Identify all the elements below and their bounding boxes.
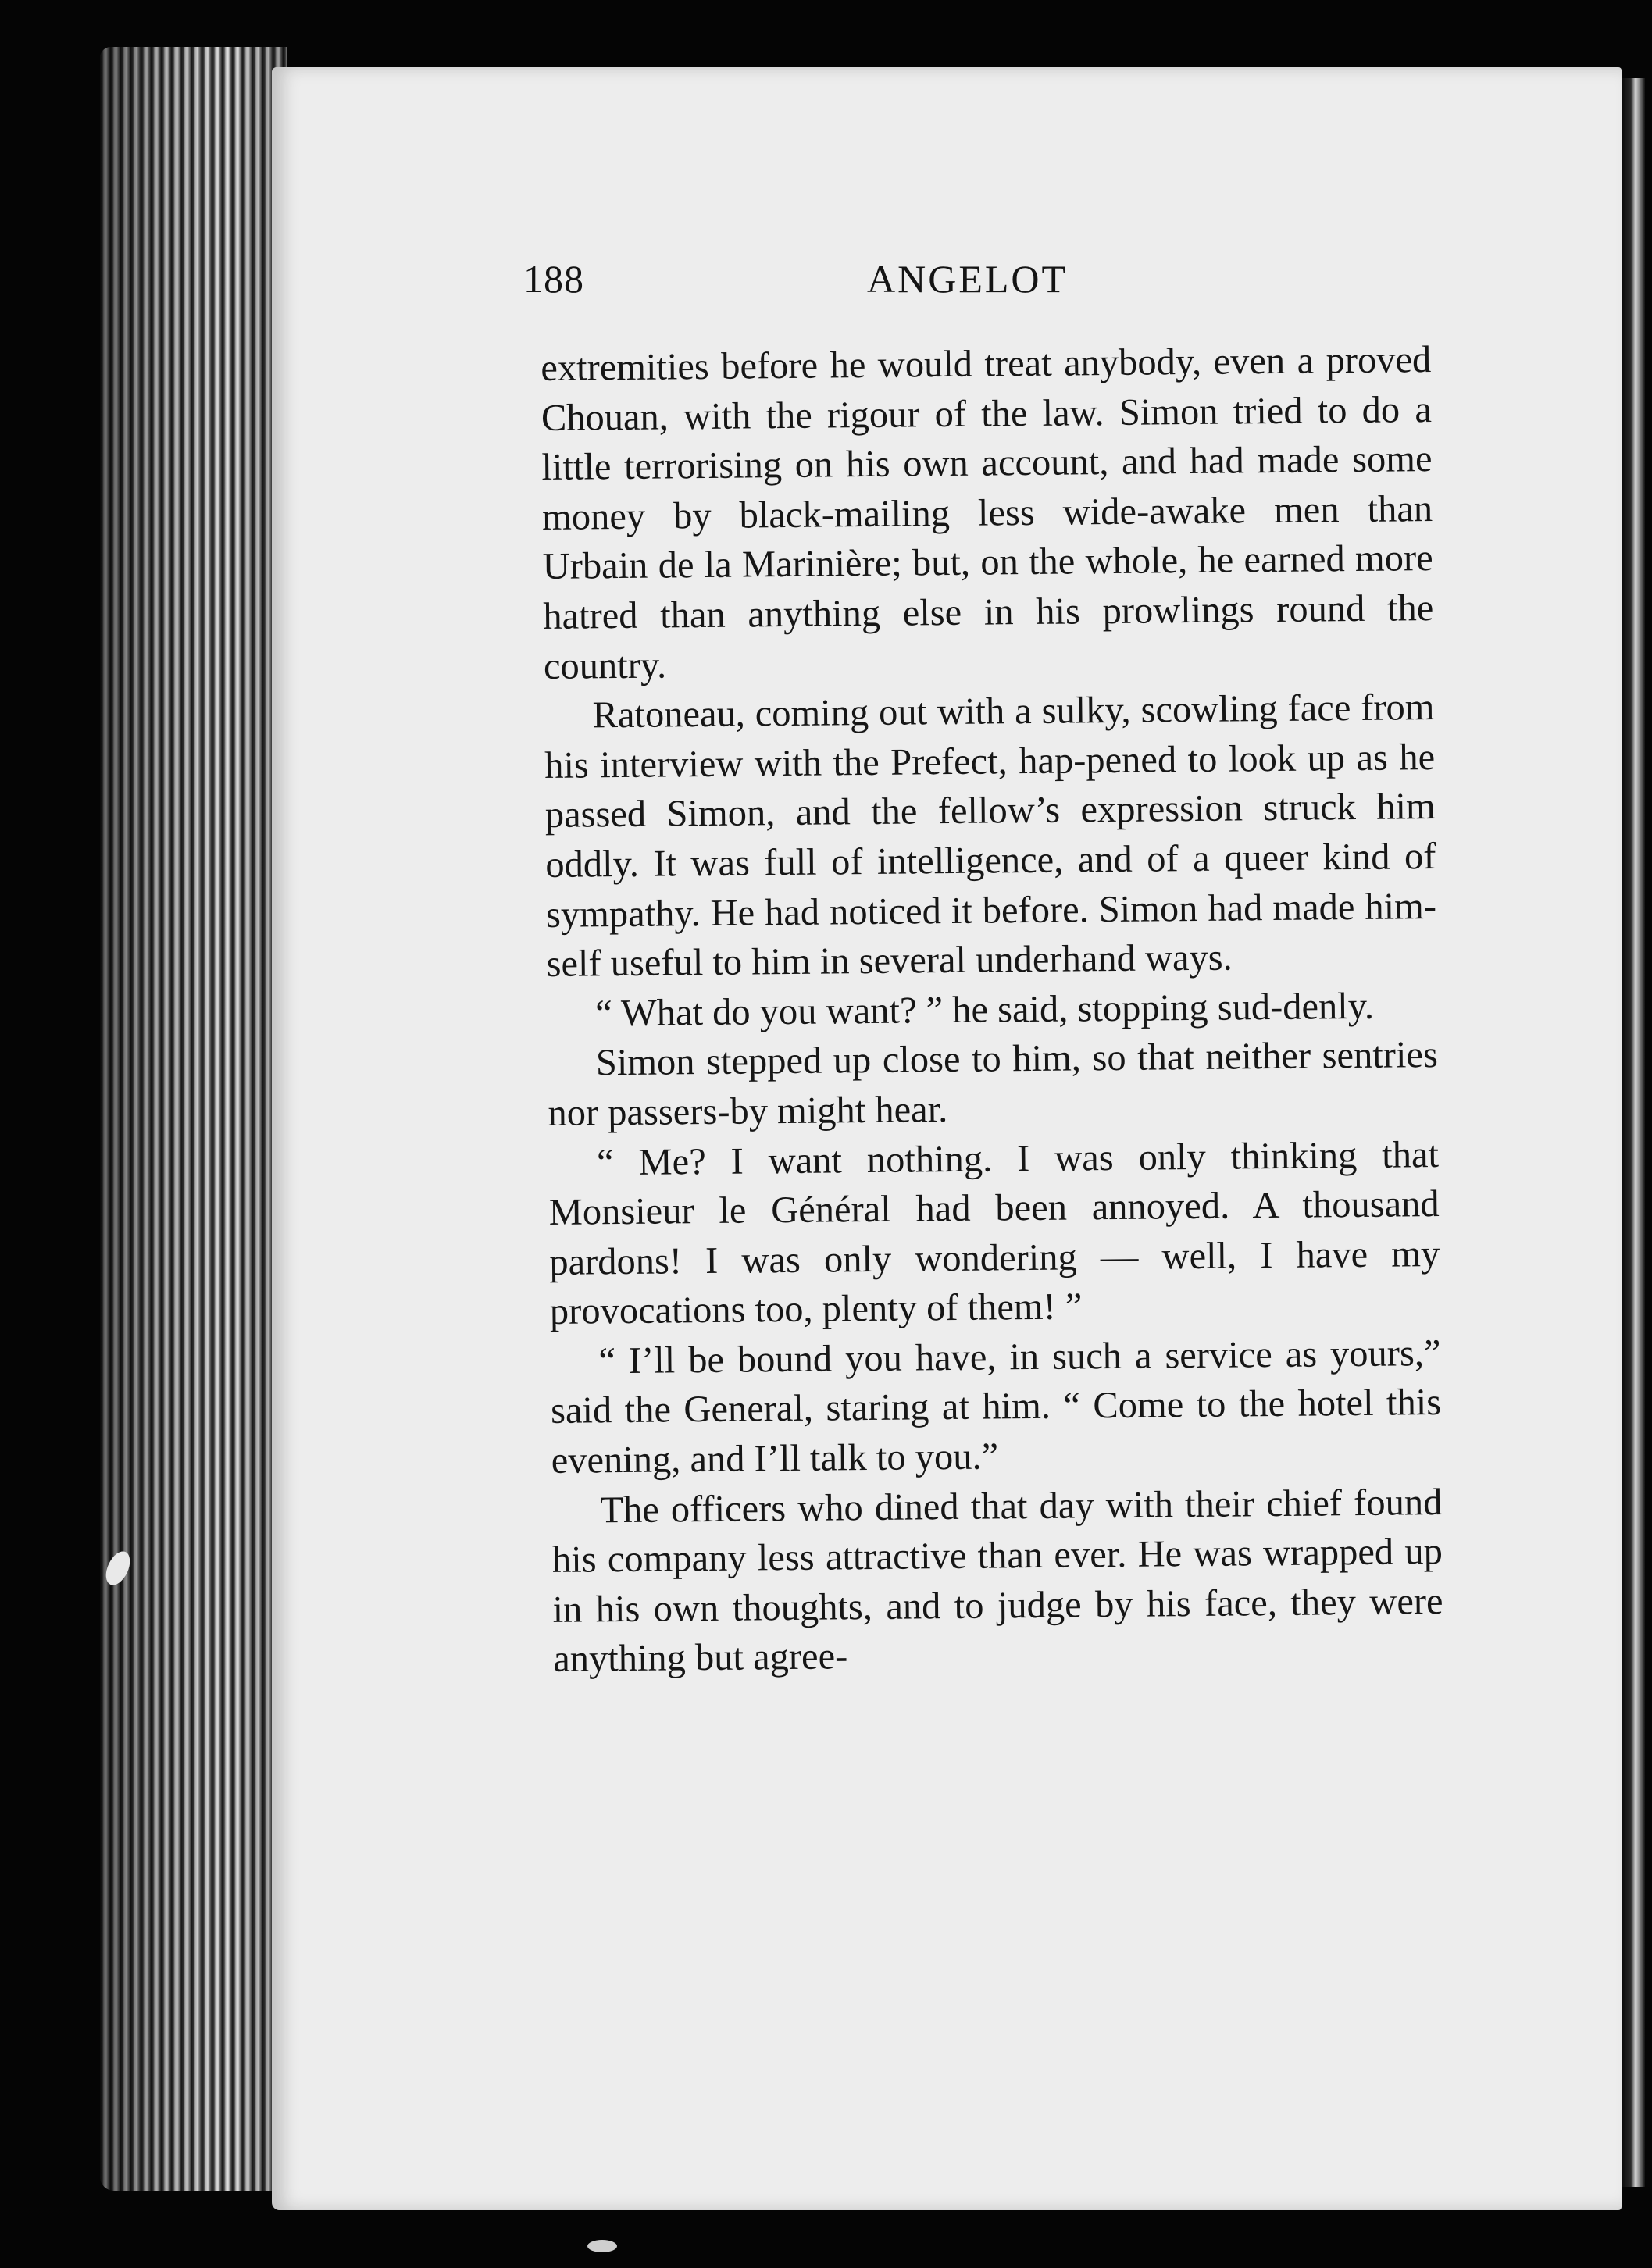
paragraph: “ Me? I want nothing. I was only thinking that Monsieur le Général had been annoyed. A thousand pardons! I was only wondering — well, I have my provocations too, plenty of them! ” xyxy=(548,1133,1440,1333)
page-number: 188 xyxy=(523,257,584,301)
paragraph: Simon stepped up close to him, so that neither sentries nor passers-by might hear. xyxy=(548,1034,1439,1134)
paragraph: Ratoneau, coming out with a sulky, scowling face from his interview with the Prefect, hap-pened to look up as he passed Simon, and the fellow’s expression struck him oddly. It was full of intelligence, and of a queer kind of sympathy. He had noticed it before. Simon had made him-self useful to him in several underhand ways. xyxy=(544,686,1437,986)
paragraph: “ What do you want? ” he said, stopping sud-denly. xyxy=(594,985,1375,1035)
book-right-edge xyxy=(1622,78,1645,2187)
paragraph: extremities before he would treat anybody, even a proved Chouan, with the rigour of the law. Simon tried to do a little terrorising on his own account, and had made some money by black-mailing less wide-awake men than Urbain de la Marinière; but, on the whole, he earned more hatred than anything else in his prowlings round the country. xyxy=(541,339,1434,687)
body-text xyxy=(541,335,1443,1685)
running-head: ANGELOT xyxy=(867,257,1069,301)
paragraph: “ I’ll be bound you have, in such a service as yours,” said the General, staring at him. “ Come to the hotel this evening, and I’ll talk to you.” xyxy=(550,1332,1442,1482)
scan-speck xyxy=(587,2240,617,2252)
page-header xyxy=(523,256,1445,311)
paragraph: The officers who dined that day with their chief found his company less attractive than ever. He was wrapped up in his own thoughts, and to judge by his face, they were anything but agree- xyxy=(551,1481,1443,1681)
page-edges-shadow xyxy=(100,47,287,2191)
